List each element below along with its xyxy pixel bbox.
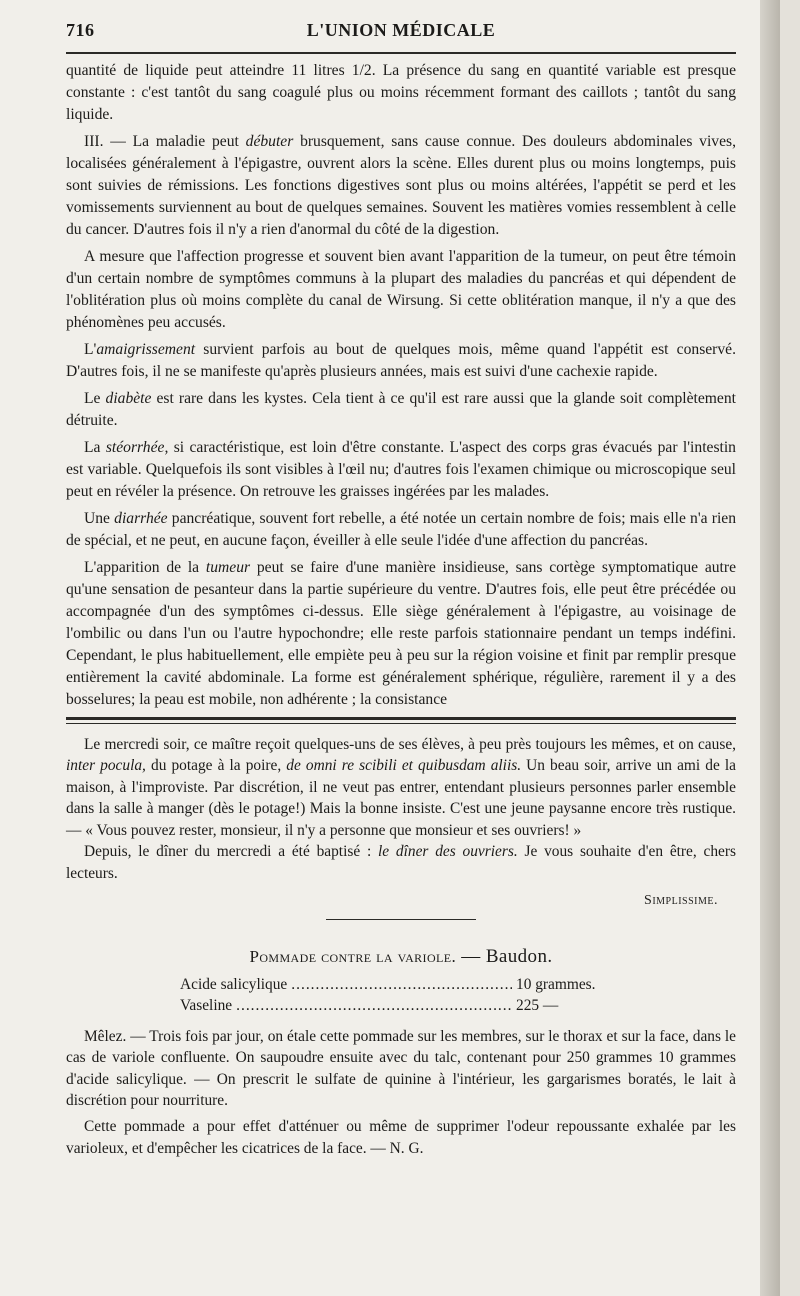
feuilleton-paragraph: Le mercredi soir, ce maître reçoit quelques-uns de ses élèves, à peu près toujours les mêmes, et on cause, inter pocula, du potage à la poire, de omni re scibili et quibusdam aliis. Un beau soir, arrive un ami de la maison, à l'improviste. Par discrétion, il ne veut pas entrer, entendant plusieurs personnes parler ensemble dans la salle à manger (dès le potage!) Mais la bonne insiste. C'est une jeune paysanne encore très rustique. — « Vous pouvez rester, monsieur, il n'y a personne que monsieur et ses ouvriers! » (66, 735, 736, 839)
ingredient-list (66, 974, 736, 1016)
feuilleton-paragraph: Depuis, le dîner du mercredi a été baptisé : le dîner des ouvriers. Je vous souhaite d'en être, chers lecteurs. (66, 843, 736, 883)
book-spine-shadow (760, 0, 780, 1296)
recipe-section (66, 946, 736, 1160)
paragraph-continuation: quantité de liquide peut atteindre 11 litres 1/2. La présence du sang en quantité variable est presque constante : c'est tantôt du sang coagulé plus ou moins récemment formant des caillots ; tantôt du sang liquide. (66, 62, 736, 123)
ingredient-name: Acide salicylique (180, 975, 288, 993)
recipe-paragraph: Mêlez. — Trois fois par jour, on étale cette pommade sur les membres, sur le thorax et sur la face, dans le cas de variole confluente. On saupoudre ensuite avec du talc, contenant pour 250 grammes 10 grammes d'acide salicylique. — On prescrit le sulfate de quinine à l'intérieur, les gargarismes boratés, le lait à discrétion pour nourriture. (66, 1027, 736, 1110)
paragraph-tumor: L'apparition de la tumeur peut se faire d'une manière insidieuse, sans cortège symptomatique autre qu'une sensation de pesanteur dans la partie supérieure du ventre. D'autres fois, elle peut être précédée ou accompagnée d'un des symptômes ci-dessus. Elle siège généralement à l'épigastre, au voisinage de l'ombilic ou dans l'un ou l'autre hypochondre; elle reste parfois stationnaire pendant un temps indéfini. Cependant, le plus habituellement, elle empiète peu à peu sur la région voisine et finit par remplir presque entièrement la cavité abdominale. La forme est généralement sphérique, régulière, rarement il y a des bosselures; la peau est mobile, non adhérente ; la consistance (66, 559, 736, 708)
paragraph-diabetes: Le diabète est rare dans les kystes. Cela tient à ce qu'il est rare aussi que la glande soit complètement détruite. (66, 390, 736, 429)
ingredient-row (66, 974, 736, 995)
recipe-instructions (66, 1026, 736, 1160)
ingredient-row (66, 995, 736, 1016)
page-header (66, 12, 736, 46)
main-article (66, 60, 736, 711)
paragraph-emaciation: L'amaigrissement survient parfois au bout de quelques mois, même quand l'appétit est conservé. D'autres fois, il ne se manifeste qu'après plusieurs années, mais est suivi d'une cachexie rapide. (66, 341, 736, 380)
header-rule (66, 52, 736, 54)
paragraph-steatorrhea: La stéorrhée, si caractéristique, est loin d'être constante. L'aspect des corps gras évacués par l'intestin est variable. Quelquefois ils sont visibles à l'œil nu; d'autres fois l'examen chimique ou microscopique seul peut en révéler la présence. On retrouve les graisses ingérées par les malades. (66, 439, 736, 500)
section-divider (326, 919, 476, 920)
feuilleton-section (66, 734, 736, 920)
feuilleton-divider (66, 717, 736, 724)
paragraph-onset: III. — La maladie peut débuter brusquement, sans cause connue. Des douleurs abdominales vives, localisées généralement à l'épigastre, ouvrent alors la scène. Elles durent plus ou moins longtemps, puis sont suivies de rémissions. Les fonctions digestives sont plus ou moins altérées, l'appétit se perd et les vomissements surviennent au bout de quelques semaines. Souvent les matières vomies ressemblent à celle du cancer. D'autres fois il n'y a rien d'anormal du côté de la digestion. (66, 133, 736, 238)
ingredient-quantity: 10 grammes. (516, 975, 596, 993)
leader-dots (236, 995, 512, 1016)
ingredient-quantity: 225 — (516, 996, 559, 1014)
page-number: 716 (66, 20, 95, 40)
recipe-paragraph: Cette pommade a pour effet d'atténuer ou même de supprimer l'odeur repoussante exhalée par les varioleux, et d'empêcher les cicatrices de la face. — N. G. (66, 1118, 736, 1157)
recipe-title: Pommade contre la variole. — Baudon. (249, 945, 553, 967)
running-title: L'UNION MÉDICALE (306, 20, 496, 40)
ingredient-name: Vaseline (180, 996, 233, 1014)
paragraph-symptoms: A mesure que l'affection progresse et souvent bien avant l'apparition de la tumeur, on peut être témoin d'un certain nombre de symptômes communs à la plupart des maladies du pancréas et qui dépendent de l'oblitération plus où moins complète du canal de Wirsung. Si cette oblitération manque, il n'y a que des phénomènes peu accusés. (66, 248, 736, 331)
leader-dots (291, 974, 512, 995)
paragraph-diarrhea: Une diarrhée pancréatique, souvent fort rebelle, a été notée un certain nombre de fois; mais elle n'a rien de spécial, et ne peut, en aucune façon, éveiller à elle seule l'idée d'une affection du pancréas. (66, 510, 736, 549)
feuilleton-signature: Simplissime. (644, 892, 718, 908)
